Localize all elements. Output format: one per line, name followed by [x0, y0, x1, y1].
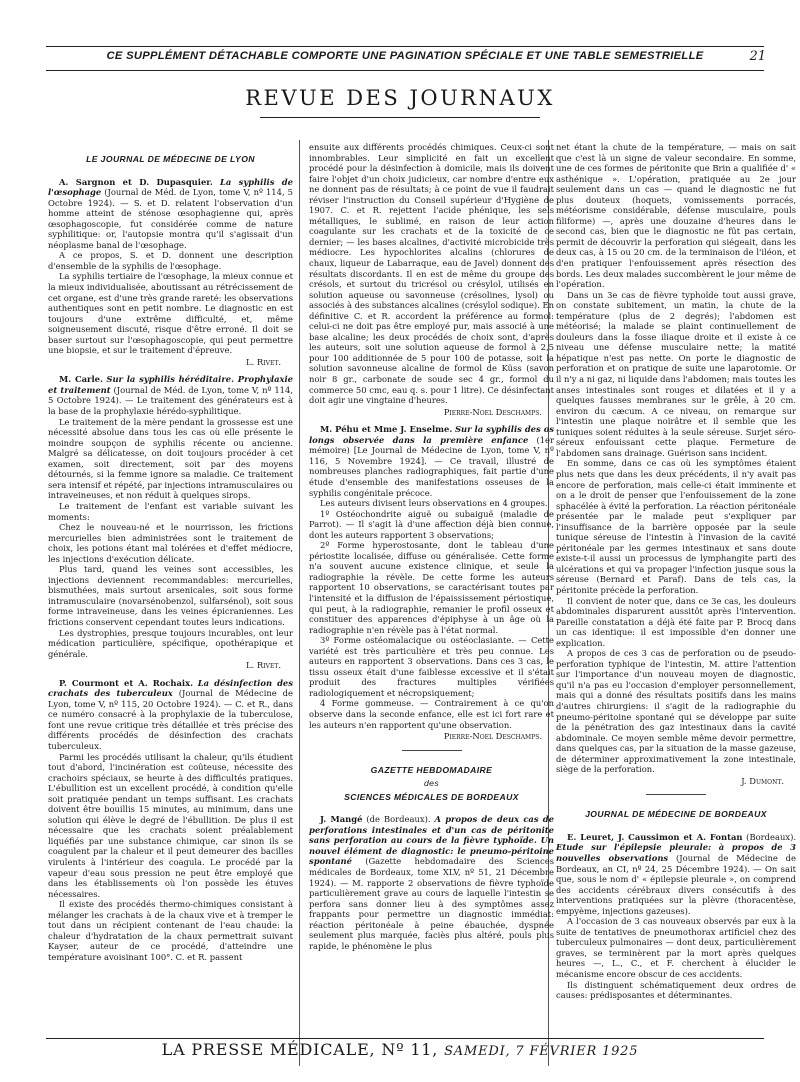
- section-heading-line: des: [423, 778, 440, 789]
- article: [309, 424, 554, 741]
- section-separator: [402, 750, 462, 751]
- article: [48, 678, 293, 963]
- article-paragraph: 4 Forme gommeuse. — Contrairement à ce qu'on observe dans la seconde enfance, elle est ici fort rare et les auteurs n'en rapportent qu'une observation.: [309, 698, 554, 730]
- article-reference: (Journal de Méd. de Lyon, tome V, nº 114, 5 Octobre 1924). — Le traitement des générateurs est à la base de la prophylaxie hérédo-syphilitique.: [48, 384, 293, 417]
- section-heading-line: GAZETTE HEBDOMADAIRE: [370, 764, 493, 775]
- article-paragraph: net étant la chute de la température, — mais on sait que c'est là un signe de valeur secondaire. En somme, une de ces formes de péritonite que Brin a qualifiée d' « asthénique ». L'opération, pratiquée au 2e jour seulement dans un cas — quand le diagnostic ne fut plus douteux (hoquets, vomissements porracés, météorisme considérable, défense musculaire, pouls filiforme) —, après une douzaine d'heures dans le second cas, bien que le diagnostic ne fût pas certain, permit de découvrir la perforation qui siégeait, dans les deux cas, à 15 ou 20 cm. de la terminaison de l'iléon, et d'en pratiquer l'enfouissement après résection des bords. Les deux malades succombèrent le jour même de l'opération.: [556, 142, 796, 290]
- column-3: [556, 142, 796, 1008]
- article-paragraph: Chez le nouveau-né et le nourrisson, les frictions mercurielles bien administrées sont le traitement de choix, les potions étant mal tolérées et d'effet médiocre, les injections d'exécution délicate.: [48, 522, 293, 564]
- article-paragraph: Il existe des procédés thermo-chimiques consistant à mélanger les crachats à de la chaux vive et à tremper le tout dans un récipient contenant de l'eau chaude: la chaleur d'hydratation de la chaux permettrait suivant Kayser, auteur de ce procédé, d'atteindre une température avoisinant 100°. C. et R. passent: [48, 899, 293, 962]
- article-signature: J. Dumont.: [741, 775, 784, 786]
- article-title: La syphilis de l'œsophage: [48, 176, 293, 198]
- masthead-rule: [260, 117, 540, 118]
- article-paragraph: En somme, dans ce cas où les symptômes étaient plus nets que dans les deux précédents, il n'y avait pas encore de perforation, mais celle-ci était imminente et on a le droit de penser que l'enfouissement de la zone sphacélée à évité la perforation. La réaction péritonéale présentée par le malade peut s'expliquer par l'insuffisance de la barrière opposée par la seule tunique séreuse de l'intestin à l'invasion de la cavité péritonéale par les germes intestinaux et sans doute existe-t-il aussi un processus de lymphangite parti des ulcérations et qui va propager l'infection jusque sous la séreuse (Bernard et Paraf). Dans de tels cas, la péritonite précède la perforation.: [556, 458, 796, 595]
- article-continuation: [309, 142, 554, 417]
- article-reference: (Journal de Médecine de Lyon, tome V, nº 115, 20 Octobre 1924). — C. et R., dans ce numéro consacré à la prophylaxie de la tuberculose, font une revue critique très détaillée et très précise des différents procédés de désinfection des crachats tuberculeux.: [48, 688, 293, 751]
- supplement-notice: CE SUPPLÉMENT DÉTACHABLE COMPORTE UNE PAGINATION SPÉCIALE ET UNE TABLE SEMESTRIELLE: [106, 50, 704, 62]
- article-reference: (1er mémoire) [Le Journal de Médecine de Lyon, tome V, nº 116, 5 Novembre 1924]. — Ce travail, illustré de nombreuses planches radiographiques, fait partie d'une étude d'ensemble des manifestations osseuses de la syphilis congénitale précoce.: [309, 434, 555, 498]
- article-title: A propos de deux cas de perforations intestinales et d'un cas de péritonite sans perforation au cours de la fièvre typhoïde. Un nouvel élément de diagnostic: le pneumo-péritoine spontané: [309, 814, 554, 867]
- footer: [0, 1040, 800, 1059]
- article-authors: A. Sargnon et D. Dupasquier.: [59, 176, 213, 187]
- article-paragraph: 3º Forme ostéomalacique ou ostéoclasiante. — Cette variété est très particulière et très peu connue. Les auteurs en rapportent 3 observations. Dans ces 3 cas, le tissu osseux était d'une faiblesse excessive et il s'était produit des fractures multiples vérifiées radiologiquement et nécropsiquement;: [309, 635, 554, 698]
- article-paragraph: La syphilis tertiaire de l'œsophage, la mieux connue et la mieux individualisée, aboutissant au rétrécissement de cet organe, est d'une très grande rareté: les observations authentiques sont en petit nombre. Le diagnostic en est toujours d'une extrême difficulté, et, même soigneusement discuté, risque d'être erroné. Il doit se baser surtout sur l'œsophagoscopie, qui peut permettre une biopsie, et sur le traitement d'épreuve.: [48, 271, 293, 356]
- article-paragraph: Ils distinguent schématiquement deux ordres de causes: prédisposantes et déterminantes.: [556, 979, 796, 1001]
- article-reference: (Journal de Méd. de Lyon, tome V, nº 114, 5 Octobre 1924). — S. et D. relatent l'observation d'un homme atteint de sténose œsophagienne qui, après œsophagoscopie, fut considérée comme de nature syphilitique: or, l'autopsie montra qu'il s'agissait d'un néoplasme banal de l'œsophage.: [48, 187, 293, 250]
- article-signature: L. Rivet.: [246, 356, 281, 367]
- article-signature: Pierre-Noel Deschamps.: [443, 406, 542, 417]
- article-signature: L. Rivet.: [246, 660, 281, 671]
- section-heading-line: SCIENCES MÉDICALES DE BORDEAUX: [344, 791, 519, 802]
- article-title: Etude sur l'épilepsie pleurale: à propos de 3 nouvelles observations: [556, 842, 796, 863]
- article-authors: E. Leuret, J. Caussimon et A. Fontan: [567, 831, 743, 842]
- section-separator: [646, 794, 706, 795]
- header-rule: [46, 70, 764, 71]
- article-authors: M. Péhu et Mme J. Enselme.: [320, 424, 453, 435]
- masthead-title: REVUE DES JOURNAUX: [245, 86, 555, 110]
- article-authors: P. Courmont et A. Rochaix.: [59, 677, 193, 688]
- article-affiliation: (de Bordeaux).: [366, 814, 431, 825]
- column-2: [309, 142, 554, 958]
- article: [48, 177, 293, 368]
- article-continuation: [556, 142, 796, 786]
- article-paragraph: Le traitement de la mère pendant la grossesse est une nécessité absolue dans tous les cas où elle présente le moindre soupçon de syphilis récente ou ancienne. Malgré sa délicatesse, on doit toujours procéder à cet examen, soit directement, soit par des moyens détournés, si la femme ignore sa maladie. Ce traitement sera intensif et répété, par injections intramusculaires ou intraveineuses, et non réduit à quelques sirops.: [48, 416, 293, 501]
- article-paragraph: Le traitement de l'enfant est variable suivant les moments:: [48, 500, 293, 522]
- section-heading: [309, 765, 554, 803]
- page-number: 21: [749, 49, 766, 64]
- footer-rule: [46, 1038, 764, 1039]
- article-reference: (Gazette hebdomadaire des Sciences médicales de Bordeaux, tome XLV, nº 51, 21 Décembre 1924). — M. rapporte 2 observations de fièvre typhoïde particulièrement grave au cours de laquelle l'intestin se perfora sans donner lieu à des symptômes assez frappants pour permettre un diagnostic immédiat: réaction péritonéale à peine ébauchée, dyspnée seulement plus marquée, faciès plus altéré, pouls plus rapide, le phénomène le plus: [309, 856, 554, 951]
- article-reference: (Journal de Médecine de Bordeaux, an CI, nº 24, 25 Décembre 1924). — On sait que, sous le nom d' « épilepsie pleurale », on comprend des accidents cérébraux divers consécutifs à des interventions pratiquées sur la plèvre (thoracentèse, empyème, injections gazeuses).: [556, 853, 796, 916]
- article-title: La désinfection des crachats des tuberculeux: [48, 677, 293, 699]
- footer-journal: LA PRESSE MÉDICALE, Nº 11,: [161, 1040, 439, 1059]
- article: [48, 374, 293, 670]
- article-paragraph: Il convient de noter que, dans ce 3e cas, les douleurs abdominales disparurent aussitôt après l'intervention. Pareille constatation a déjà été faite par P. Brocq dans un cas identique: il est impossible d'en donner une explication.: [556, 595, 796, 648]
- section-heading: LE JOURNAL DE MÉDECINE DE LYON: [86, 154, 255, 164]
- article-paragraph: A ce propos, S. et D. donnent une description d'ensemble de la syphilis de l'œsophage.: [48, 250, 293, 271]
- top-rule: [46, 46, 764, 47]
- article: [556, 832, 796, 1001]
- article-paragraph: ensuite aux différents procédés chimiques. Ceux-ci sont innombrables. Leur simplicité en fait un excellent procédé pour la désinfection à domicile, mais ils doivent faire l'objet d'un choix judicieux, car nombre d'entre eux ne donnent pas de résultats; à ce point de vue il faudrait réviser l'instruction du Conseil supérieur d'Hygiène de 1907. C. et R. rejettent l'acide phénique, les sels métalliques, le sublimé, en raison de leur action coagulante sur les crachats et de la toxicité de ce dernier; — les bases alcalines, d'activité microbicide très médiocre. Les hypochlorites alcalins (chlorures de chaux, liqueur de Labarraque, eau de Javel) donnent des résultats discordants. Il en est de même du groupe des crésols, et surtout du tricrésol ou crésylol, utilisés en solution aqueuse ou savonneuse (crésolines, lysol) ou associés à des substances alcalines (crésylol sodique). En définitive C. et R. accordent la préférence au formol: celui-ci ne doit pas être employé pur, mais associé à une base alcaline; les deux procédés de choix sont, d'après les auteurs, soit une solution aqueuse de formol à 2,5 pour 100 additionnée de 5 pour 100 de potasse, soit la solution savonneuse alcaline de formol de Küss (savon noir 8 gr., carbonate de soude sec 4 gr., formol du commerce 50 cmc, eau q. s. pour 1 litre). Ce désinfectant doit agir une vingtaine d'heures.: [309, 142, 554, 406]
- article-paragraph: A l'occasion de 3 cas nouveaux observés par eux à la suite de tentatives de pneumothorax artificiel chez des tuberculeux pulmonaires — dont deux, particulièrement graves, se terminèrent par la mort après quelques heures —, L., C., et F. cherchent à élucider le mécanisme encore obscur de ces accidents.: [556, 916, 796, 980]
- article-paragraph: Les auteurs divisent leurs observations en 4 groupes.: [320, 498, 548, 509]
- article-paragraph: A propos de ces 3 cas de perforation ou de pseudo-perforation typhique de l'intestin, M. attire l'attention sur l'importance d'un nouveau moyen de diagnostic, qu'il n'a pas eu l'occasion d'employer personnellement, mais qui a donné des résultats positifs dans les mains d'autres chirurgiens: il s'agit de la radiographie du pneumo-péritoine spontané qui se développe par suite de la pénétration des gaz intestinaux dans la cavité abdominale. Ce moyen semble même devoir permettre, dans quelques cas, par la situation de la masse gazeuse, de déterminer approximativement la zone intestinale, siège de la perforation.: [556, 648, 796, 775]
- article-affiliation: (Bordeaux).: [746, 831, 796, 842]
- article-paragraph: Parmi les procédés utilisant la chaleur, qu'ils étudient tout d'abord, l'incinération est coûteuse, nécessite des crachoirs spéciaux, se heurte à des difficultés pratiques. L'ébullition est un excellent procédé, à condition qu'elle soit pratiquée pendant un temps suffisant. Les crachats doivent être bouillis 15 minutes, au minimum, dans une solution qui élève le degré de l'ébullition. De plus il est nécessaire que les crachats soient préalablement liquéfiés par une substance chimique, car sinon ils se coagulent par la chaleur et il peut demeurer des bacilles virulents à l'intérieur des coagula. Le procédé par la vapeur d'eau sous pression ne peut être employé que dans les établissements où l'on possède les étuves nécessaires.: [48, 751, 293, 899]
- section-heading: JOURNAL DE MÉDECINE DE BORDEAUX: [585, 809, 767, 820]
- article-paragraph: Dans un 3e cas de fièvre typhoïde tout aussi grave, on constate subitement, un matin, la chute de la température (plus de 2 degrés); l'abdomen est météorisé; la malade se plaint continuellement de douleurs dans la fosse iliaque droite et il existe à ce niveau une défense musculaire nette; la matité hépatique n'est pas nette. On porte le diagnostic de perforation et on pratique de suite une laparotomie. Or il n'y a ni gaz, ni liquide dans l'abdomen; mais toutes les anses intestinales sont rouges et dilatées et il y a quelques fausses membranes sur le grêle, à 20 cm. environ du cæcum. A ce niveau, on remarque sur l'intestin une plaque noirâtre et il semble que les tuniques soient réduites à la seule séreuse. Surjet séro-séreux enfouissant cette plaque. Fermeture de l'abdomen sans drainage. Guérison sans incident.: [556, 289, 796, 458]
- column-divider: [299, 140, 300, 1066]
- article-paragraph: Les dystrophies, presque toujours incurables, ont leur médication particulière, spécifique, opothérapique et générale.: [48, 627, 293, 659]
- article: [309, 814, 554, 951]
- article-title: Sur la syphilis héréditaire. Prophylaxie et traitement: [48, 374, 293, 395]
- footer-date: SAMEDI, 7 FÉVRIER 1925: [444, 1044, 639, 1059]
- column-1: [48, 142, 293, 969]
- article-signature: Pierre-Noel Deschamps.: [443, 731, 542, 742]
- article-authors: J. Mangé: [320, 814, 363, 825]
- article-authors: M. Carle.: [59, 374, 103, 385]
- article-paragraph: Plus tard, quand les veines sont accessibles, les injections deviennent recommandables: mercurielles, bismuthées, mais surtout arsenicales, soit sous forme intramusculaire (novarsénobenzol, sulfarsénol), soit sous forme intraveineuse, dans les veines épicraniennes. Les frictions conservent cependant toutes leurs indications.: [48, 564, 293, 627]
- article-paragraph: 2º Forme hyperostosante, dont le tableau d'une périostite localisée, diffuse ou généralisée. Cette forme n'a souvent aucune existence clinique, et seule la radiographie la révèle. De cette forme les auteurs rapportent 10 observations, se caractérisant toutes par l'intensité et la diffusion de l'épaississement périostique, qui peut, à la radiographie, remanier le profil osseux et constituer des apparences d'épiphyse à un âge où la radiographie n'en révèle pas à l'état normal.: [309, 540, 554, 635]
- article-paragraph: 1º Ostéochondrite aiguë ou subaiguë (maladie de Parrot). — Il s'agit là d'une affection déjà bien connue, dont les auteurs rapportent 3 observations;: [309, 508, 554, 540]
- article-title: Sur la syphilis des os longs observée dans la première enfance: [309, 424, 554, 445]
